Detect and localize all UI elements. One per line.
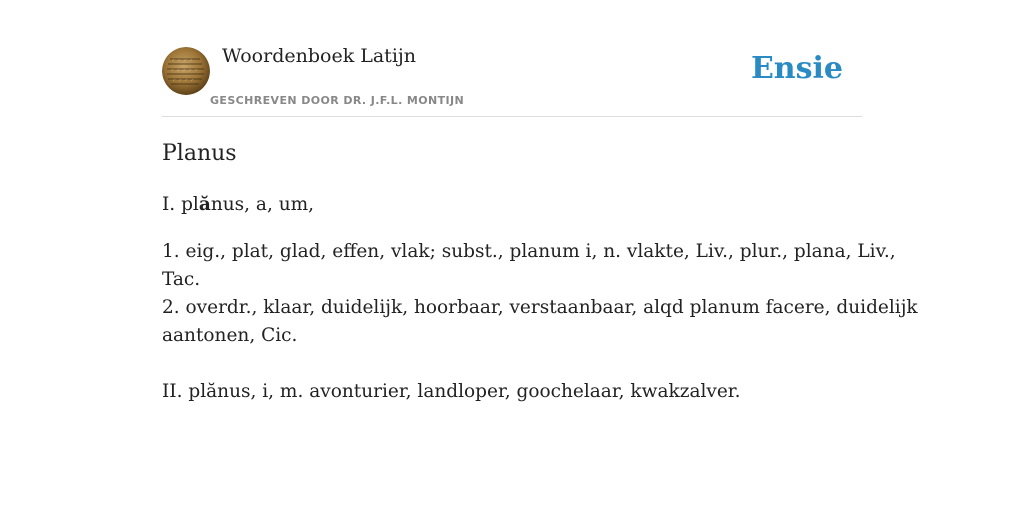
latin-inscription-coin-icon[interactable] [162, 47, 210, 95]
headword-suffix: nus, a, um, [210, 194, 315, 215]
definition-line: aantonen, Cic. [162, 325, 298, 346]
definition-line: 1. eig., plat, glad, effen, vlak; subst., planum i, n. vlakte, Liv., plur., plana, Liv., [162, 241, 896, 262]
ensie-brand-logo[interactable]: Ensie [750, 51, 843, 86]
definition-line: Tac. [162, 269, 201, 290]
entry-title: Planus [162, 141, 237, 166]
page-container [162, 0, 918, 402]
definition-line: II. plănus, i, m. avonturier, landloper, goochelaar, kwakzalver. [162, 381, 741, 402]
site-title[interactable]: Woordenboek Latijn [222, 45, 417, 67]
author-byline: GESCHREVEN DOOR DR. J.F.L. MONTIJN [210, 94, 465, 107]
headword-highlight: ă [198, 194, 211, 215]
headword-prefix: I. pl [162, 194, 199, 215]
site-header [162, 0, 862, 117]
definition-line: 2. overdr., klaar, duidelijk, hoorbaar, verstaanbaar, alqd planum facere, duidelijk [162, 297, 918, 318]
entry-headword [162, 194, 314, 215]
